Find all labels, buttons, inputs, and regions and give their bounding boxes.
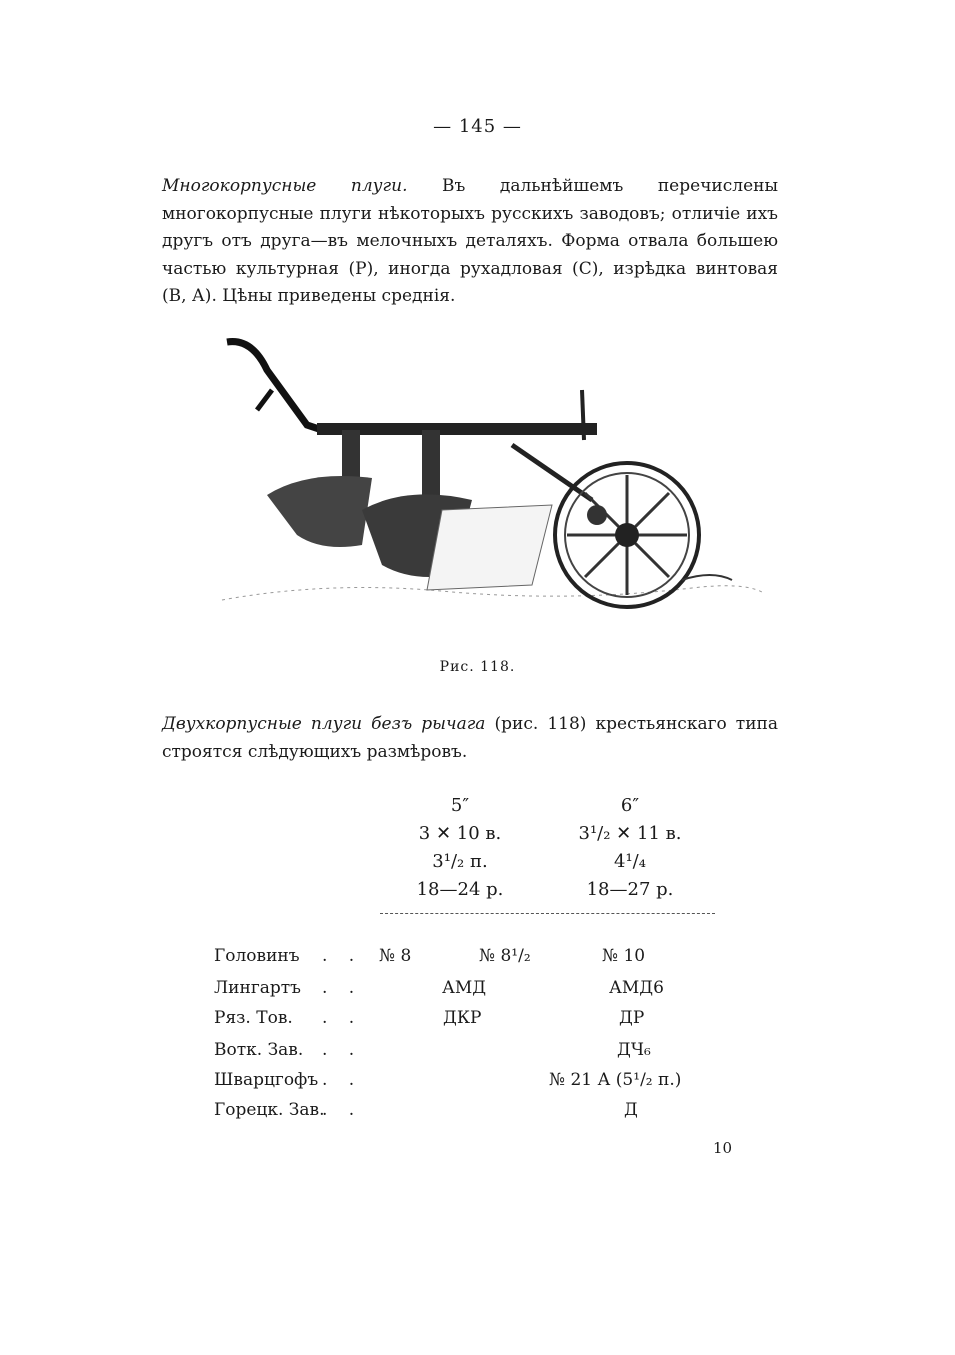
model-6in: ДР	[619, 1008, 645, 1028]
size-dimensions: 3¹/₂ ✕ 11 в.	[578, 823, 682, 844]
figure-caption: Рис. 118.	[439, 659, 516, 675]
size-weight: 3¹/₂ п.	[432, 851, 488, 872]
maker-row	[214, 1100, 774, 1130]
maker-row	[214, 1070, 774, 1100]
leader-dots: . .	[322, 1008, 363, 1028]
maker-row	[214, 1040, 774, 1070]
maker-name: Головинъ	[214, 946, 300, 966]
maker-name: Горецк. Зав.	[214, 1100, 325, 1120]
size-weight: 4¹/₄	[614, 851, 646, 872]
paragraph-text: Въ дальнѣйшемъ перечислены многокорпусные плуги нѣкоторыхъ русскихъ заводовъ; отличіе ихъ другъ отъ друга—въ мелочныхъ деталяхъ. Форма отвала большею частью культурная (Р), иногда рухадловая (С), изрѣдка винтовая (В, А). Цѣны приведены среднія.	[162, 176, 778, 306]
size-dimensions: 3 ✕ 10 в.	[418, 823, 502, 844]
model-5in-a: № 8	[379, 946, 412, 966]
signature-mark: 10	[713, 1139, 733, 1157]
size-price: 18—24 р.	[416, 879, 504, 900]
maker-row	[214, 946, 774, 976]
size-width: 5″	[450, 795, 470, 816]
size-column-5	[370, 792, 550, 904]
model-6in: № 21 А (5¹/₂ п.)	[549, 1070, 682, 1090]
maker-name: Шварцгофъ	[214, 1070, 319, 1090]
size-width: 6″	[620, 795, 640, 816]
leader-dots: . .	[322, 1100, 363, 1120]
page-number: — 145 —	[433, 116, 522, 137]
paragraph-heading: Многокорпусные плуги.	[162, 176, 408, 196]
model-5in: ДКР	[443, 1008, 482, 1028]
size-column-6	[540, 792, 720, 904]
plough-illustration	[212, 330, 772, 650]
leader-dots: . .	[322, 978, 363, 998]
maker-name: Лингартъ	[214, 978, 301, 998]
paragraph-text: (рис. 118) крестьянскаго типа строятся слѣдующихъ размѣровъ.	[162, 714, 778, 762]
size-price: 18—27 р.	[586, 879, 674, 900]
model-6in: АМД6	[609, 978, 664, 998]
model-5in: АМД	[442, 978, 487, 998]
maker-name: Вотк. Зав.	[214, 1040, 304, 1060]
model-6in: № 10	[602, 946, 646, 966]
paragraph-heading: Двухкорпусные плуги безъ рычага	[162, 714, 486, 734]
model-6in: Д	[624, 1100, 638, 1120]
model-5in: № 8¹/₂	[479, 946, 531, 966]
maker-name: Ряз. Тов.	[214, 1008, 293, 1028]
table-divider	[380, 913, 715, 914]
maker-row	[214, 1008, 774, 1038]
model-6in: ДЧ₆	[617, 1040, 651, 1060]
paragraph-two-body-ploughs	[162, 711, 778, 766]
leader-dots: . .	[322, 1070, 363, 1090]
paragraph-multi-body-ploughs	[162, 173, 778, 311]
leader-dots: . .	[322, 1040, 363, 1060]
maker-row	[214, 978, 774, 1008]
leader-dots: . .	[322, 946, 363, 966]
